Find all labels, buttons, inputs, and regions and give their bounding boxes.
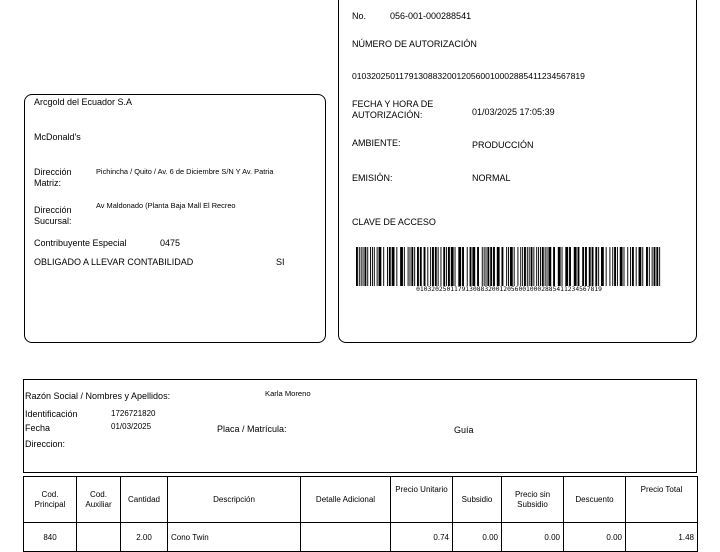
barcode-bar bbox=[517, 247, 518, 287]
emission-value: NORMAL bbox=[472, 173, 511, 183]
barcode-bar bbox=[370, 247, 371, 287]
barcode-bar bbox=[508, 247, 509, 287]
barcode-bar bbox=[542, 247, 544, 287]
barcode-bar bbox=[430, 247, 431, 287]
barcode-bar bbox=[514, 247, 515, 287]
barcode-bar bbox=[646, 247, 648, 287]
barcode-bar bbox=[374, 247, 375, 287]
barcode-bar bbox=[606, 247, 607, 287]
barcode-bar bbox=[558, 247, 561, 287]
barcode-bar bbox=[659, 247, 660, 287]
barcode-bar bbox=[387, 247, 388, 287]
accounting-value: SI bbox=[276, 257, 285, 267]
barcode-bar bbox=[609, 247, 610, 287]
barcode-bar bbox=[372, 247, 373, 287]
barcode-bar bbox=[632, 247, 634, 287]
cell-precio-unitario: 0.74 bbox=[391, 523, 453, 552]
main-address-label: Dirección Matriz: bbox=[34, 167, 72, 188]
barcode-bar bbox=[482, 247, 483, 287]
barcode-bar bbox=[448, 247, 450, 287]
access-key-label: CLAVE DE ACCESO bbox=[352, 217, 436, 227]
invoice-number-label: No. bbox=[352, 11, 367, 21]
invoice-number: 056-001-000288541 bbox=[390, 11, 472, 21]
guide-label: Guía bbox=[454, 425, 474, 435]
barcode-bar bbox=[598, 247, 599, 287]
barcode-bar bbox=[565, 247, 568, 287]
special-taxpayer-label: Contribuyente Especial bbox=[34, 238, 127, 248]
cell-subsidio: 0.00 bbox=[453, 523, 502, 552]
customer-address-label: Direccion: bbox=[25, 439, 66, 449]
barcode-text: 0103202501179130883200120560010002885411234567819 bbox=[356, 286, 662, 293]
header-descuento: Descuento bbox=[564, 477, 626, 523]
header-descripcion: Descripción bbox=[168, 477, 301, 523]
barcode-bar bbox=[458, 247, 461, 287]
barcode-bar bbox=[467, 247, 468, 287]
barcode-bar bbox=[540, 247, 541, 287]
branch-address-label: Dirección Sucursal: bbox=[34, 205, 72, 226]
barcode-bar bbox=[414, 247, 415, 287]
branch-address-value: Av Maldonado (Planta Baja Mall El Recreo bbox=[96, 201, 236, 210]
cell-descuento: 0.00 bbox=[564, 523, 626, 552]
items-header-row bbox=[24, 477, 698, 523]
barcode-bar bbox=[420, 247, 422, 287]
header-cantidad: Cantidad bbox=[121, 477, 168, 523]
barcode-bar bbox=[614, 247, 616, 287]
barcode-bar bbox=[389, 247, 391, 287]
barcode-bar bbox=[427, 247, 428, 287]
barcode-bar bbox=[553, 247, 555, 287]
barcode-bar bbox=[487, 247, 489, 287]
barcode-bar bbox=[377, 247, 378, 287]
cell-precio-total: 1.48 bbox=[626, 523, 698, 552]
customer-name-label: Razón Social / Nombres y Apellidos: bbox=[25, 391, 171, 401]
header-detalle-adicional: Detalle Adicional bbox=[301, 477, 391, 523]
table-row bbox=[24, 523, 698, 552]
barcode-bar bbox=[578, 247, 580, 287]
barcode-bar bbox=[627, 247, 628, 287]
barcode-bar bbox=[383, 247, 384, 287]
authorization-datetime: 01/03/2025 17:05:39 bbox=[472, 107, 555, 117]
authorization-datetime-label: FECHA Y HORA DE AUTORIZACIÓN: bbox=[352, 99, 434, 120]
barcode-bar bbox=[620, 247, 623, 287]
barcode-bar bbox=[595, 247, 597, 287]
environment-label: AMBIENTE: bbox=[352, 138, 401, 148]
barcode-bar bbox=[484, 247, 485, 287]
items-table bbox=[23, 476, 698, 552]
barcode-bar bbox=[656, 247, 658, 287]
cell-cantidad: 2.00 bbox=[121, 523, 168, 552]
barcode-bar bbox=[462, 247, 464, 287]
barcode-bar bbox=[639, 247, 642, 287]
barcode-bar bbox=[649, 247, 650, 287]
barcode-bar bbox=[367, 247, 368, 287]
issuer-trade-name: McDonald's bbox=[34, 132, 81, 142]
header-precio-unitario: Precio Unitario bbox=[391, 477, 453, 523]
barcode-bar bbox=[497, 247, 500, 287]
barcode-bar bbox=[477, 247, 479, 287]
barcode-bar bbox=[529, 247, 530, 287]
barcode-bar bbox=[379, 247, 382, 287]
barcode-bar bbox=[493, 247, 495, 287]
emission-label: EMISIÓN: bbox=[352, 173, 393, 183]
barcode-bar bbox=[533, 247, 534, 287]
barcode-bar bbox=[520, 247, 521, 287]
barcode-bar bbox=[408, 247, 409, 287]
barcode-bar bbox=[569, 247, 571, 287]
customer-id: 1726721820 bbox=[111, 409, 156, 418]
barcode-bar bbox=[582, 247, 584, 287]
barcode-bar bbox=[562, 247, 563, 287]
barcode-bar bbox=[612, 247, 613, 287]
accounting-label: OBLIGADO A LLEVAR CONTABILIDAD bbox=[34, 257, 194, 267]
plate-label: Placa / Matrícula: bbox=[217, 424, 287, 434]
barcode-bar bbox=[642, 247, 643, 287]
cell-descripcion: Cono Twin bbox=[168, 523, 301, 552]
barcode-bar bbox=[617, 247, 618, 287]
barcode-bar bbox=[451, 247, 454, 287]
barcode-bar bbox=[601, 247, 604, 287]
barcode-bar bbox=[636, 247, 637, 287]
barcode-bar bbox=[538, 247, 539, 287]
barcode-bar bbox=[364, 247, 366, 287]
barcode-bar bbox=[527, 247, 528, 287]
barcode-bar bbox=[486, 247, 487, 287]
customer-date-label: Fecha bbox=[25, 423, 51, 433]
barcode-bar bbox=[654, 247, 656, 287]
barcode-bar bbox=[446, 247, 447, 287]
barcode-bar bbox=[472, 247, 475, 287]
barcode-bar bbox=[490, 247, 492, 287]
barcode-bar bbox=[574, 247, 577, 287]
barcode-bar bbox=[392, 247, 395, 287]
cell-precio-sin-subsidio: 0.00 bbox=[502, 523, 564, 552]
barcode-bars bbox=[356, 247, 662, 287]
customer-id-label: Identificación bbox=[25, 409, 78, 419]
header-precio-total: Precio Total bbox=[626, 477, 698, 523]
cell-cod-auxiliar bbox=[77, 523, 121, 552]
access-key-barcode bbox=[356, 247, 662, 295]
barcode-bar bbox=[585, 247, 587, 287]
barcode-bar bbox=[531, 247, 533, 287]
barcode-bar bbox=[545, 247, 546, 287]
barcode-bar bbox=[396, 247, 397, 287]
header-cod-principal: Cod. Principal bbox=[24, 477, 77, 523]
issuer-company: Arcgold del Ecuador S.A bbox=[34, 97, 133, 107]
main-address-value: Pichincha / Quito / Av. 6 de Diciembre S/N Y Av. Patria bbox=[96, 167, 274, 176]
barcode-bar bbox=[410, 247, 411, 287]
barcode-bar bbox=[363, 247, 364, 287]
barcode-bar bbox=[440, 247, 441, 287]
barcode-bar bbox=[359, 247, 360, 287]
barcode-bar bbox=[624, 247, 625, 287]
barcode-bar bbox=[652, 247, 653, 287]
barcode-bar bbox=[455, 247, 456, 287]
barcode-bar bbox=[438, 247, 439, 287]
cell-detalle-adicional bbox=[301, 523, 391, 552]
barcode-bar bbox=[592, 247, 594, 287]
barcode-bar bbox=[547, 247, 548, 287]
barcode-bar bbox=[424, 247, 426, 287]
barcode-bar bbox=[506, 247, 507, 287]
barcode-bar bbox=[522, 247, 523, 287]
barcode-bar bbox=[536, 247, 537, 287]
barcode-bar bbox=[400, 247, 403, 287]
customer-name: Karla Moreno bbox=[265, 389, 311, 398]
barcode-bar bbox=[432, 247, 434, 287]
barcode-bar bbox=[417, 247, 419, 287]
barcode-bar bbox=[630, 247, 631, 287]
header-precio-sin-subsidio: Precio sin Subsidio bbox=[502, 477, 564, 523]
barcode-bar bbox=[361, 247, 362, 287]
barcode-bar bbox=[524, 247, 526, 287]
authorization-number: 0103202501179130883200120560010002885411234567819 bbox=[352, 71, 585, 81]
barcode-bar bbox=[548, 247, 551, 287]
cell-cod-principal: 840 bbox=[24, 523, 77, 552]
barcode-bar bbox=[510, 247, 513, 287]
barcode-bar bbox=[435, 247, 437, 287]
header-subsidio: Subsidio bbox=[453, 477, 502, 523]
customer-date: 01/03/2025 bbox=[111, 422, 152, 431]
barcode-bar bbox=[501, 247, 503, 287]
header-cod-auxiliar: Cod. Auxiliar bbox=[77, 477, 121, 523]
special-taxpayer-value: 0475 bbox=[160, 238, 181, 248]
authorization-number-label: NÚMERO DE AUTORIZACIÓN bbox=[352, 39, 477, 49]
barcode-bar bbox=[470, 247, 472, 287]
barcode-bar bbox=[443, 247, 445, 287]
barcode-bar bbox=[411, 247, 413, 287]
barcode-bar bbox=[589, 247, 591, 287]
barcode-bar bbox=[356, 247, 358, 287]
environment-value: PRODUCCIÓN bbox=[472, 140, 534, 150]
barcode-bar bbox=[404, 247, 405, 287]
